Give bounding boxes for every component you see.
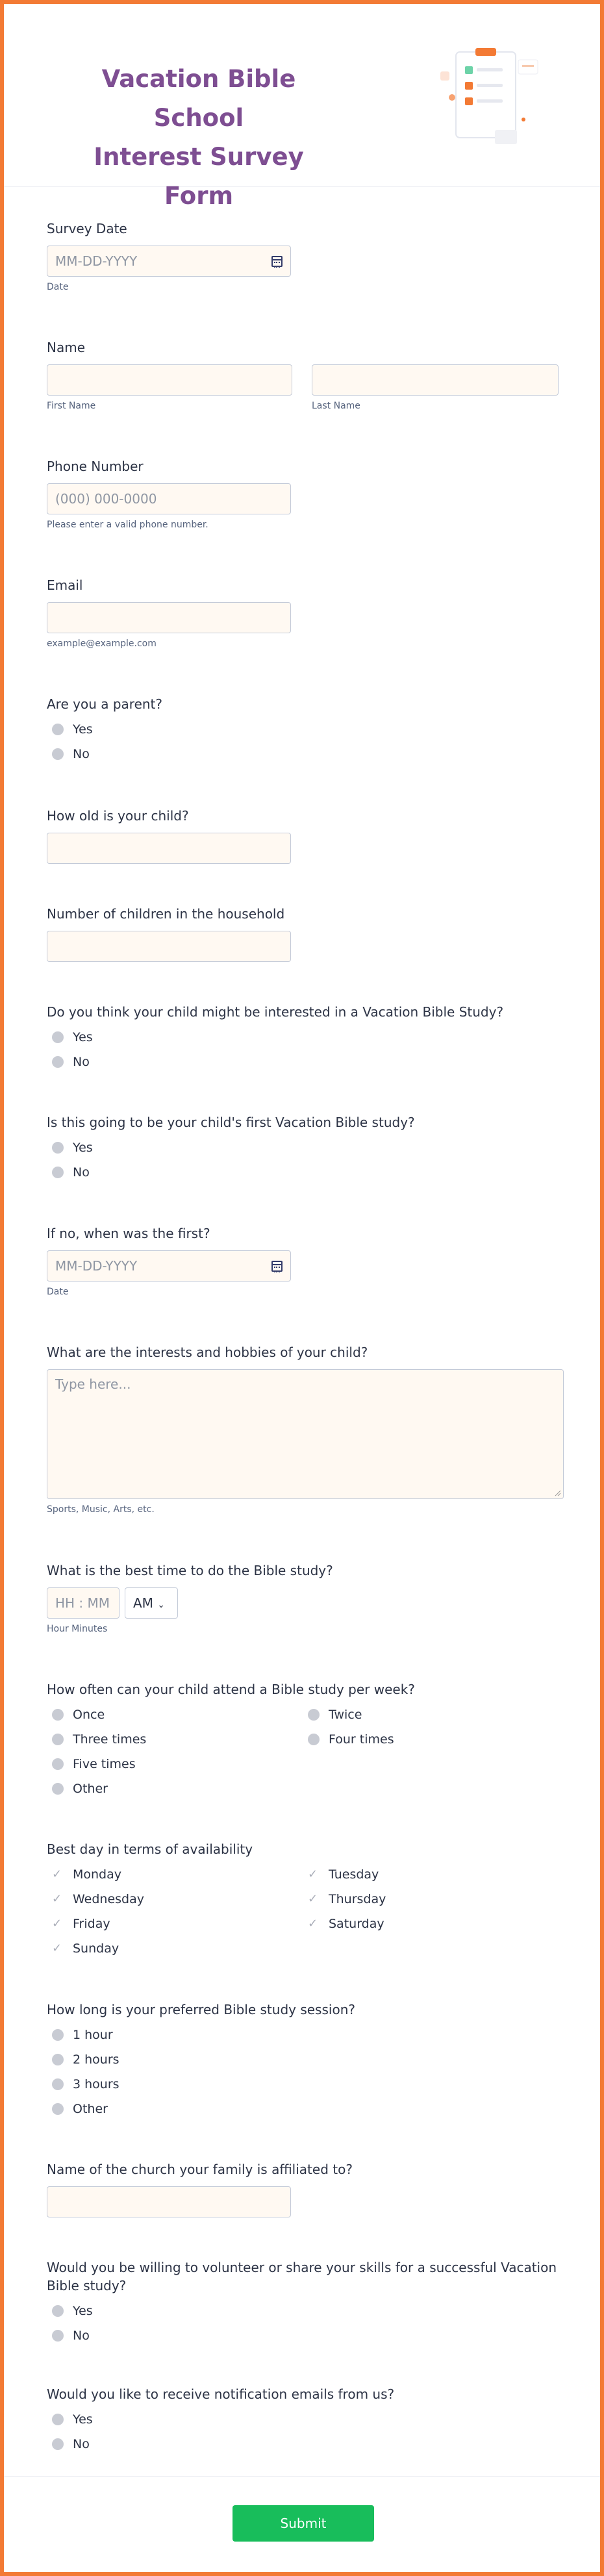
radio-button[interactable] — [52, 2029, 64, 2041]
form-title-line1: Vacation Bible School — [101, 65, 296, 132]
option-label: No — [73, 2329, 90, 2343]
survey-date-label: Survey Date — [47, 221, 127, 236]
church-question — [47, 2160, 579, 2217]
form-card — [4, 4, 600, 2572]
parent-question — [47, 695, 579, 766]
radio-button[interactable] — [52, 1142, 64, 1154]
first-study-question — [47, 1113, 579, 1185]
first-date-label: If no, when was the first? — [47, 1226, 210, 1241]
volunteer-label — [47, 2258, 579, 2295]
child-age-input[interactable] — [47, 833, 291, 864]
church-label: Name of the church your family is affiliated to? — [47, 2162, 353, 2177]
first-study-label: Is this going to be your child's first Vacation Bible study? — [47, 1115, 415, 1130]
option-label: 2 hours — [73, 2052, 120, 2067]
last-name-input[interactable] — [312, 364, 559, 396]
interest-question — [47, 1003, 579, 1074]
option-label: No — [73, 1055, 90, 1069]
option-label: No — [73, 747, 90, 761]
name-label: Name — [47, 340, 86, 355]
session-option[interactable] — [47, 2023, 579, 2047]
frequency-option[interactable] — [47, 1752, 303, 1776]
session-length-question — [47, 2001, 579, 2121]
option-label: Three times — [73, 1732, 147, 1747]
ampm-value: AM — [133, 1595, 153, 1611]
checkmark-icon[interactable]: ✓ — [52, 1892, 62, 1906]
option-label: Other — [73, 2102, 108, 2116]
day-option[interactable] — [47, 1887, 303, 1912]
best-time-sublabel: Hour Minutes — [47, 1624, 108, 1634]
hour-minute-input[interactable] — [47, 1587, 120, 1619]
checkmark-icon[interactable]: ✓ — [308, 1917, 318, 1930]
survey-date-sublabel: Date — [47, 282, 69, 292]
day-option[interactable] — [303, 1862, 559, 1887]
survey-date-input[interactable] — [47, 246, 291, 277]
day-option[interactable] — [303, 1912, 559, 1936]
radio-button[interactable] — [52, 1709, 64, 1721]
radio-button[interactable] — [52, 2103, 64, 2115]
phone-label: Phone Number — [47, 459, 144, 474]
session-option[interactable] — [47, 2097, 579, 2121]
first-name-sublabel: First Name — [47, 401, 96, 411]
first-date-placeholder: MM-DD-YYYY — [55, 1258, 138, 1274]
session-option[interactable] — [47, 2047, 579, 2072]
option-label: Four times — [329, 1732, 394, 1747]
email-input[interactable] — [47, 602, 291, 633]
notifications-option-no[interactable] — [47, 2432, 579, 2456]
clipboard-illustration-icon — [433, 45, 556, 149]
first-study-option-no[interactable] — [47, 1160, 579, 1185]
session-length-label: How long is your preferred Bible study session? — [47, 2002, 355, 2017]
option-label: Twice — [329, 1708, 362, 1722]
notifications-label: Would you like to receive notification emails from us? — [47, 2386, 395, 2402]
option-label: No — [73, 2437, 90, 2451]
radio-button[interactable] — [52, 2330, 64, 2342]
option-label: Thursday — [329, 1892, 386, 1906]
first-study-option-yes[interactable] — [47, 1135, 579, 1160]
interest-label: Do you think your child might be interested in a Vacation Bible Study? — [47, 1004, 504, 1020]
hobbies-label: What are the interests and hobbies of your child? — [47, 1345, 368, 1360]
survey-date-placeholder: MM-DD-YYYY — [55, 253, 138, 269]
first-date-sublabel: Date — [47, 1287, 69, 1297]
checkmark-icon[interactable]: ✓ — [308, 1867, 318, 1881]
church-input[interactable] — [47, 2186, 291, 2217]
child-age-question — [47, 807, 579, 864]
children-count-label: Number of children in the household — [47, 906, 285, 922]
radio-button[interactable] — [52, 1758, 64, 1770]
child-age-label: How old is your child? — [47, 808, 189, 824]
frequency-label: How often can your child attend a Bible study per week? — [47, 1682, 415, 1697]
radio-button[interactable] — [52, 2305, 64, 2317]
parent-option-yes[interactable] — [47, 717, 579, 742]
option-label: Once — [73, 1708, 105, 1722]
option-label: Wednesday — [73, 1892, 145, 1906]
first-name-input[interactable] — [47, 364, 292, 396]
radio-button[interactable] — [52, 1031, 64, 1043]
option-label: Tuesday — [329, 1867, 379, 1882]
volunteer-option-no[interactable] — [47, 2323, 579, 2348]
frequency-question — [47, 1680, 579, 1801]
first-date-question — [47, 1224, 579, 1297]
option-label: Yes — [73, 2304, 93, 2318]
email-sublabel: example@example.com — [47, 638, 157, 649]
hobbies-question — [47, 1343, 579, 1515]
session-option[interactable] — [47, 2072, 579, 2097]
checkmark-icon[interactable]: ✓ — [308, 1892, 318, 1906]
option-label: Monday — [73, 1867, 122, 1882]
radio-button[interactable] — [52, 1734, 64, 1745]
frequency-option[interactable] — [303, 1702, 559, 1727]
radio-button[interactable] — [308, 1734, 320, 1745]
interest-option-no[interactable] — [47, 1050, 579, 1074]
first-date-input[interactable] — [47, 1250, 291, 1282]
day-option[interactable] — [47, 1862, 303, 1887]
form-title-line2: Interest Survey Form — [94, 143, 304, 210]
notifications-question — [47, 2385, 579, 2456]
radio-button[interactable] — [52, 2414, 64, 2425]
option-label: No — [73, 1165, 90, 1180]
volunteer-label-line1: Would you be willing to volunteer or share your skills for a successful Vacation — [47, 2260, 557, 2275]
email-label: Email — [47, 577, 83, 593]
option-label: Yes — [73, 1030, 93, 1044]
radio-button[interactable] — [52, 2438, 64, 2450]
radio-button[interactable] — [52, 748, 64, 760]
option-label: Saturday — [329, 1917, 384, 1931]
ampm-select[interactable] — [125, 1587, 178, 1619]
calendar-icon[interactable] — [271, 256, 283, 267]
volunteer-option-yes[interactable] — [47, 2299, 579, 2323]
option-label: Sunday — [73, 1941, 120, 1956]
option-label: Other — [73, 1782, 108, 1796]
phone-input[interactable] — [47, 483, 291, 514]
option-label: Friday — [73, 1917, 110, 1931]
time-placeholder: HH : MM — [55, 1595, 110, 1611]
option-label: Yes — [73, 1141, 93, 1155]
best-time-question — [47, 1561, 579, 1634]
parent-label: Are you a parent? — [47, 696, 163, 712]
form-header — [4, 4, 600, 210]
last-name-sublabel: Last Name — [312, 401, 360, 411]
form-footer — [4, 2476, 600, 2572]
option-label: 3 hours — [73, 2077, 120, 2091]
checkmark-icon[interactable]: ✓ — [52, 1867, 62, 1881]
children-count-input[interactable] — [47, 931, 291, 962]
frequency-option[interactable] — [47, 1727, 303, 1752]
hobbies-textarea[interactable] — [47, 1369, 564, 1499]
day-option[interactable] — [47, 1936, 303, 1961]
frequency-option[interactable] — [47, 1776, 303, 1801]
radio-button[interactable] — [52, 1167, 64, 1178]
volunteer-label-line2: Bible study? — [47, 2278, 127, 2293]
hobbies-sublabel: Sports, Music, Arts, etc. — [47, 1504, 155, 1515]
option-label: Yes — [73, 722, 93, 737]
form-title — [56, 60, 342, 216]
phone-question — [47, 457, 579, 530]
option-label: Five times — [73, 1757, 136, 1771]
option-label: 1 hour — [73, 2028, 113, 2042]
frequency-option[interactable] — [303, 1727, 559, 1752]
interest-option-yes[interactable] — [47, 1025, 579, 1050]
day-option[interactable] — [47, 1912, 303, 1936]
calendar-icon[interactable] — [271, 1261, 283, 1272]
best-day-label: Best day in terms of availability — [47, 1841, 253, 1857]
option-label: Yes — [73, 2412, 93, 2427]
radio-button[interactable] — [308, 1709, 320, 1721]
submit-button[interactable]: Submit — [233, 2505, 374, 2542]
radio-button[interactable] — [52, 1783, 64, 1795]
radio-button[interactable] — [52, 2054, 64, 2065]
name-question — [47, 338, 579, 411]
frequency-option[interactable] — [47, 1702, 303, 1727]
chevron-down-icon: ⌄ — [157, 1600, 166, 1610]
email-question — [47, 576, 579, 649]
phone-placeholder: (000) 000-0000 — [55, 491, 157, 507]
best-day-question — [47, 1840, 579, 1961]
notifications-option-yes[interactable] — [47, 2407, 579, 2432]
checkmark-icon[interactable]: ✓ — [52, 1917, 62, 1930]
survey-date-question — [47, 220, 579, 292]
best-time-label: What is the best time to do the Bible study? — [47, 1563, 333, 1578]
phone-sublabel: Please enter a valid phone number. — [47, 520, 208, 530]
checkmark-icon[interactable]: ✓ — [52, 1941, 62, 1955]
radio-button[interactable] — [52, 2078, 64, 2090]
resize-handle-icon[interactable] — [555, 1490, 561, 1496]
hobbies-placeholder: Type here... — [55, 1376, 131, 1392]
day-option[interactable] — [303, 1887, 559, 1912]
radio-button[interactable] — [52, 724, 64, 735]
volunteer-question — [47, 2258, 579, 2348]
radio-button[interactable] — [52, 1056, 64, 1068]
parent-option-no[interactable] — [47, 742, 579, 766]
children-count-question — [47, 905, 579, 962]
